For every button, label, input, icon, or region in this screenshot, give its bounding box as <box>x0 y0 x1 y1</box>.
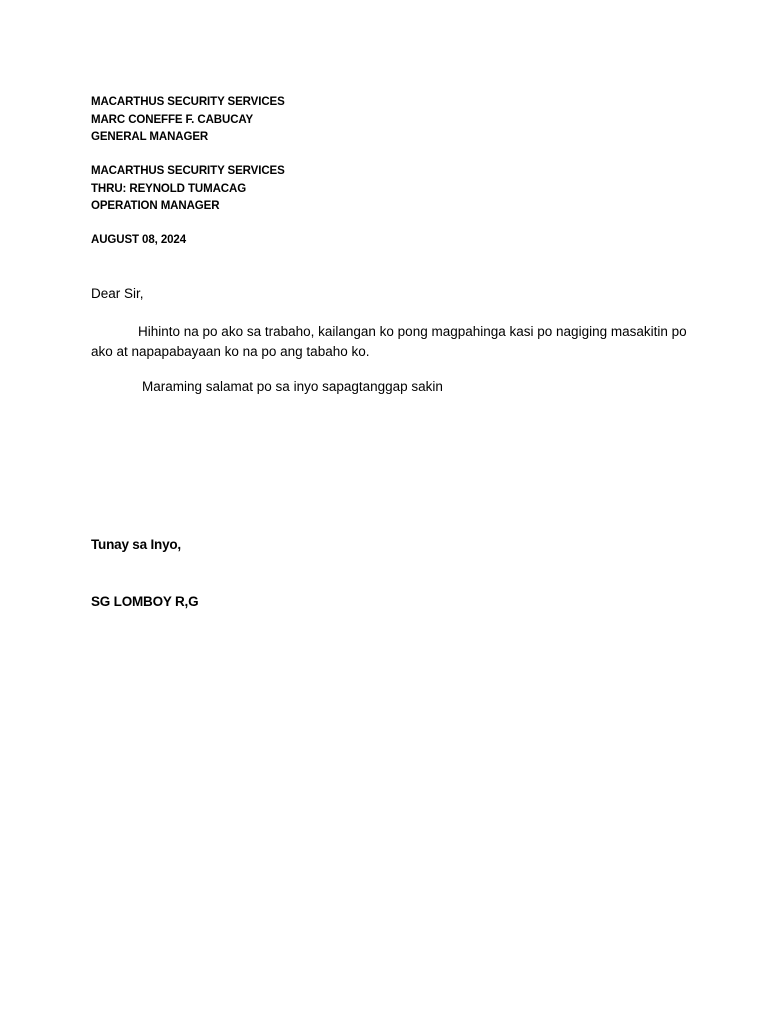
signature-name: SG LOMBOY R,G <box>91 594 199 609</box>
letter-date: AUGUST 08, 2024 <box>91 234 187 246</box>
body-paragraph-1 <box>91 322 691 362</box>
recipient-name: MARC CONEFFE F. CABUCAY <box>91 113 254 126</box>
recipient-company: MACARTHUS SECURITY SERVICES <box>91 165 285 177</box>
body-paragraph-2-text: Maraming salamat po sa inyo sapagtanggap sakin <box>142 379 443 394</box>
recipient-position: GENERAL MANAGER <box>91 131 209 143</box>
recipient-block-general-manager <box>91 94 691 147</box>
recipient-position: OPERATION MANAGER <box>91 200 220 212</box>
recipient-thru: THRU: REYNOLD TUMACAG <box>91 182 247 195</box>
recipient-block-operation-manager <box>91 163 691 216</box>
recipient-company: MACARTHUS SECURITY SERVICES <box>91 96 285 108</box>
salutation: Dear Sir, <box>91 286 144 301</box>
closing-line: Tunay sa Inyo, <box>91 537 181 552</box>
body-paragraph-1-text: Hihinto na po ako sa trabaho, kailangan ko pong magpahinga kasi po nagiging masakitin po ako at napapabayaan ko na po ang tabaho ko. <box>91 324 687 359</box>
body-paragraph-2 <box>91 377 691 397</box>
